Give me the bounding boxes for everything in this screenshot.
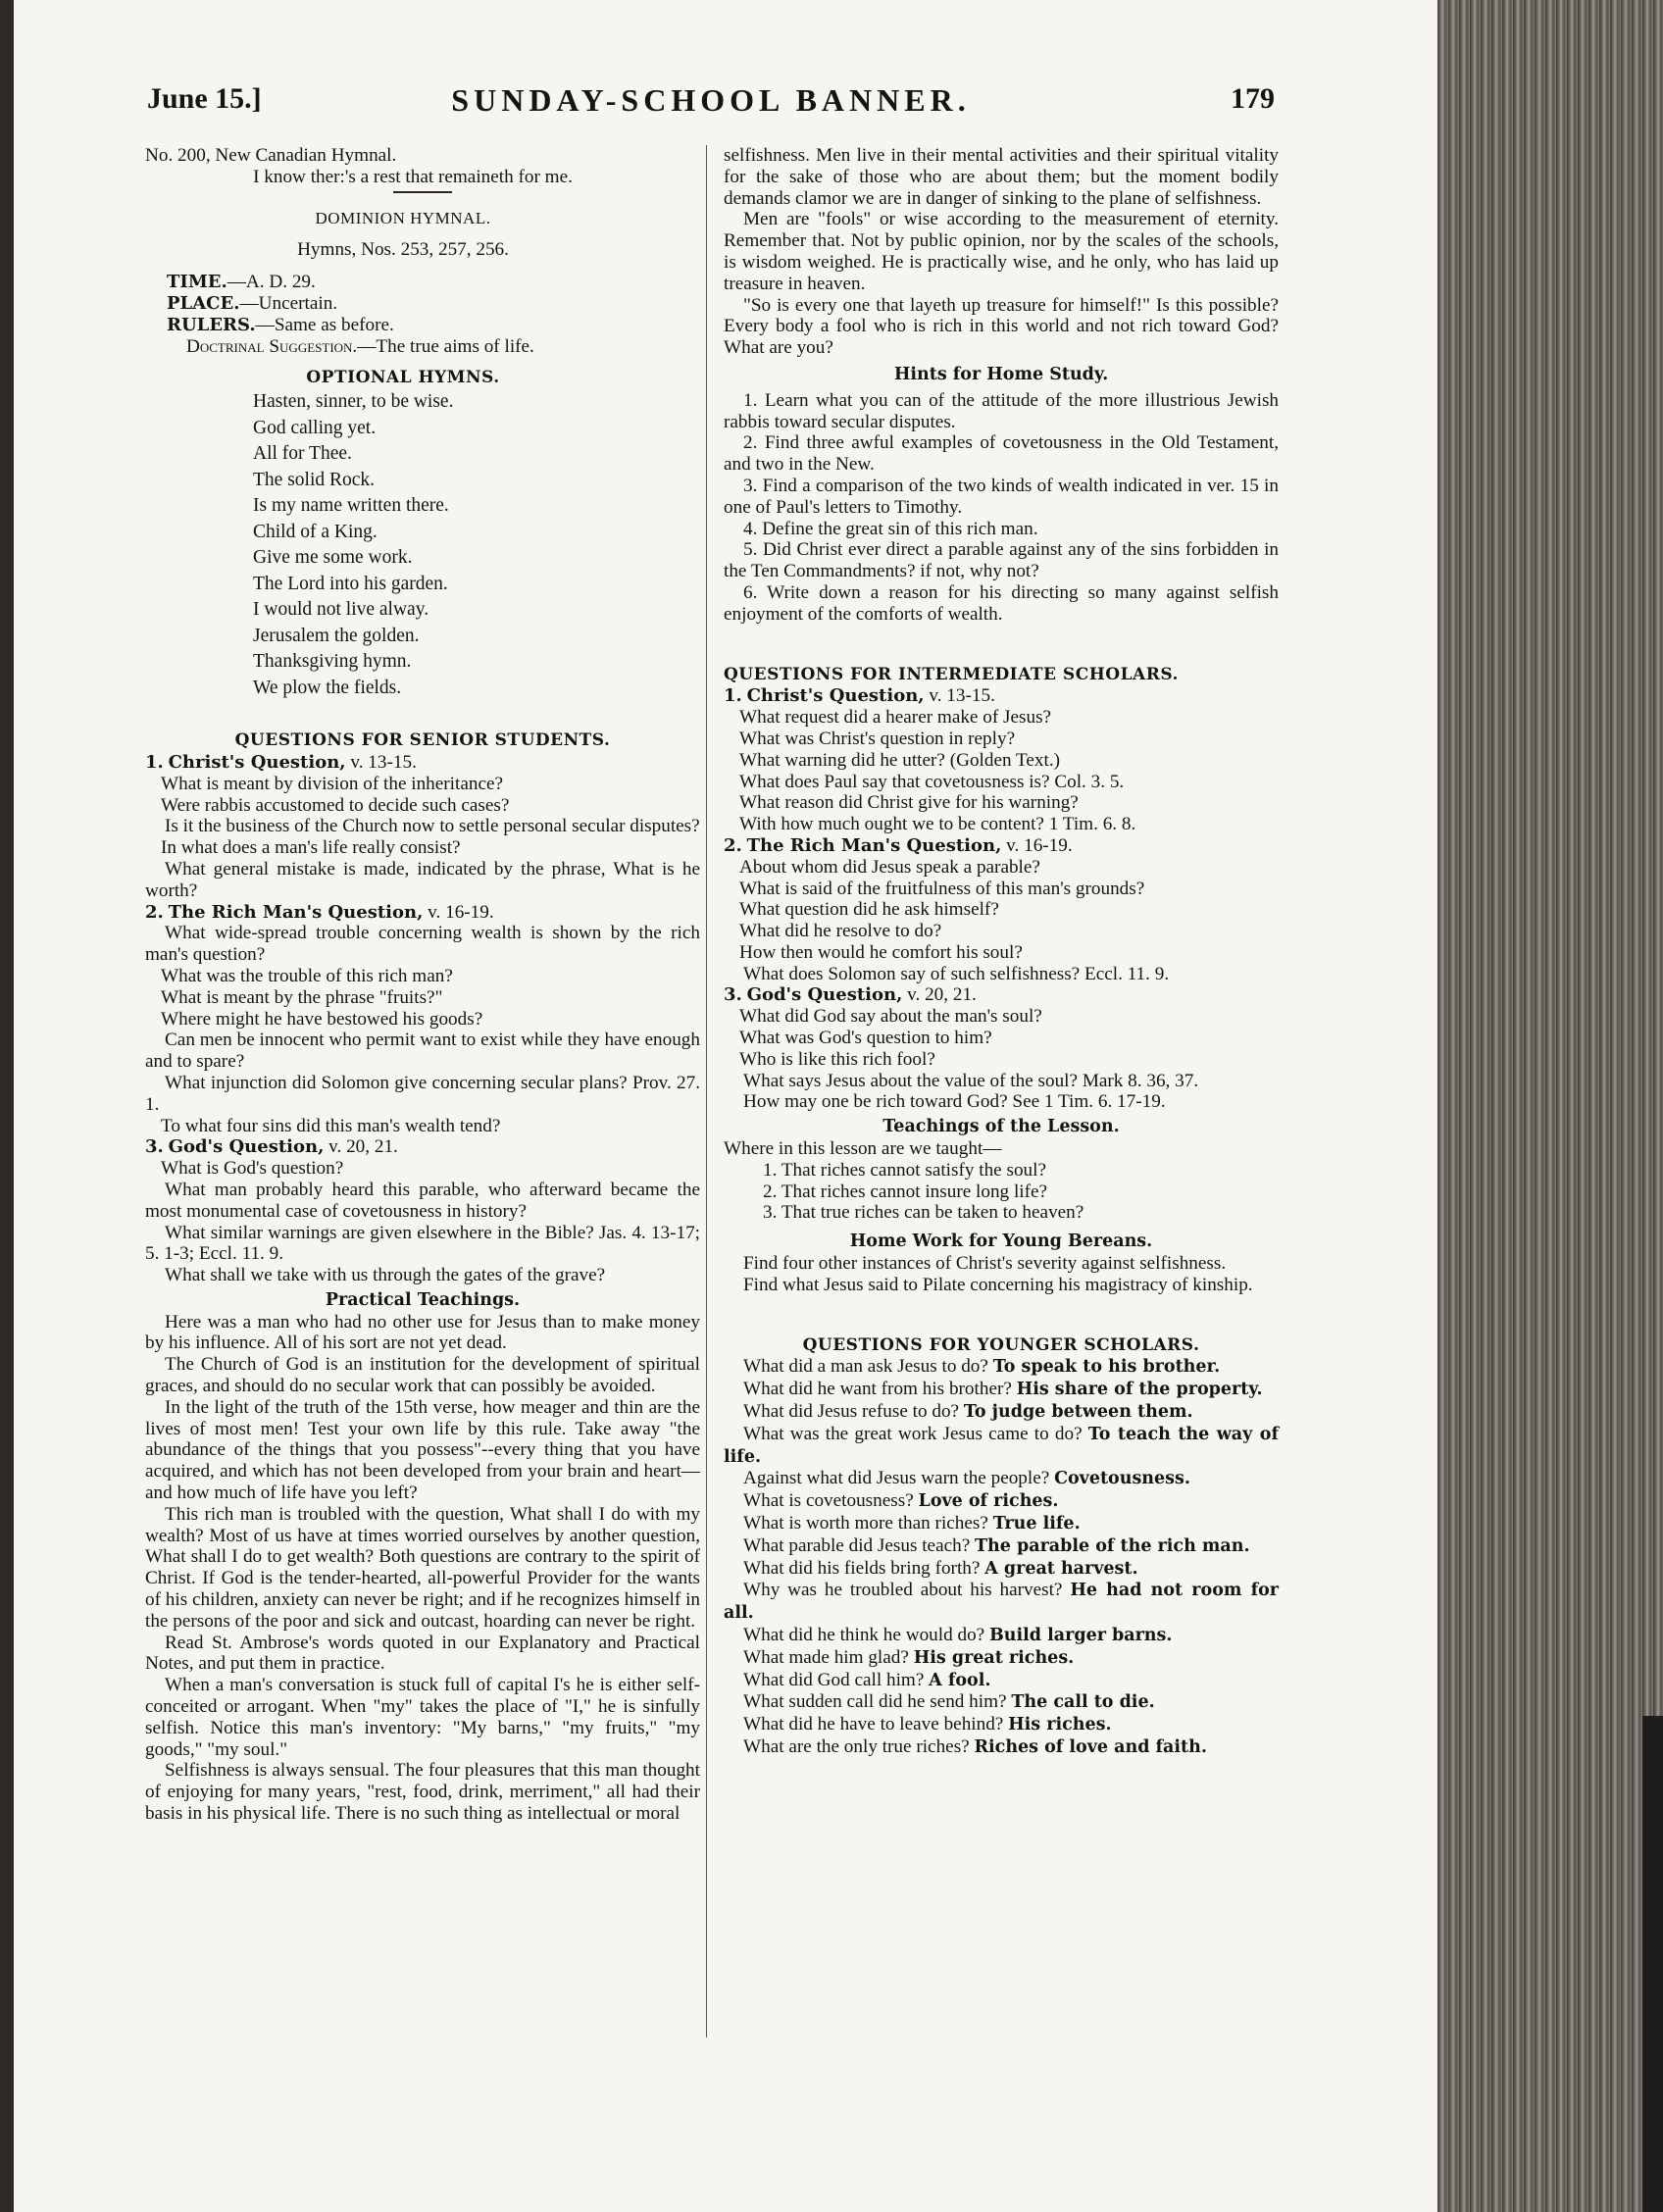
list-item: God calling yet. bbox=[253, 417, 377, 438]
list-item: What sudden call did he send him? The call to die. bbox=[743, 1691, 1155, 1713]
question: What injunction did Solomon give concerning secular plans? Prov. 27. 1. bbox=[145, 1072, 700, 1115]
paragraph: Find what Jesus said to Pilate concerning his magistracy of kinship. bbox=[743, 1274, 1253, 1295]
question: How then would he comfort his soul? bbox=[739, 941, 1023, 963]
time-value: —A. D. 29. bbox=[227, 272, 316, 293]
question: What general mistake is made, indicated by the phrase, What is he worth? bbox=[145, 858, 700, 901]
list-item: 2. That riches cannot insure long life? bbox=[763, 1181, 1048, 1202]
practical-heading: Practical Teachings. bbox=[325, 1289, 521, 1310]
list-item: What was the great work Jesus came to do? To teach the way of life. bbox=[724, 1423, 1279, 1467]
list-item: Is my name written there. bbox=[253, 495, 449, 517]
list-item: Why was he troubled about his harvest? He had not room for all. bbox=[724, 1580, 1279, 1624]
list-item: 3. That true riches can be taken to heaven? bbox=[763, 1202, 1084, 1224]
time-label: TIME. bbox=[167, 272, 227, 293]
list-item: What did Jesus refuse to do? To judge between them. bbox=[743, 1401, 1193, 1423]
short-rule bbox=[393, 191, 452, 193]
list-item: 6. Write down a reason for his directing so many against selfish enjoyment of the comforts of wealth. bbox=[724, 581, 1279, 625]
list-item: 1. Learn what you can of the attitude of the more illustrious Jewish rabbis toward secular disputes. bbox=[724, 389, 1279, 432]
list-item: Thanksgiving hymn. bbox=[253, 651, 412, 673]
right-column bbox=[724, 145, 1279, 1759]
dominion-hymnal: DOMINION HYMNAL. bbox=[315, 208, 491, 227]
running-header bbox=[147, 76, 1275, 127]
list-item: What parable did Jesus teach? The parable of the rich man. bbox=[743, 1534, 1250, 1556]
paragraph: Here was a man who had no other use for Jesus than to make money by his influence. All of his sort are not yet dead. bbox=[145, 1311, 700, 1354]
list-item: All for Thee. bbox=[253, 443, 352, 465]
intermediate-heading: QUESTIONS FOR INTERMEDIATE SCHOLARS. bbox=[724, 664, 1179, 684]
hymn-list bbox=[145, 389, 700, 701]
intermediate-section-1: 1. Christ's Question, v. 13-15. bbox=[724, 685, 995, 707]
question: What does Paul say that covetousness is? Col. 3. 5. bbox=[739, 771, 1125, 792]
list-item: What did his fields bring forth? A great harvest. bbox=[743, 1557, 1138, 1579]
paragraph: Find four other instances of Christ's severity against selfishness. bbox=[743, 1253, 1227, 1275]
paragraph: This rich man is troubled with the question, What shall I do with my wealth? Most of us have at times worried ourselves by another question, What shall I do to get wealth? Both questions are contrary to the spirit of Christ. If God is the tender-hearted, all-powerful Provider for the wants of his children, anxiety can never be right; and if he recognizes himself in the persons of the poor and sick and outcast, hoarding can never be right. bbox=[145, 1503, 700, 1632]
question: What is meant by the phrase "fruits?" bbox=[161, 986, 443, 1008]
question: Is it the business of the Church now to settle personal secular disputes? bbox=[165, 816, 700, 837]
list-item: What did he think he would do? Build larger barns. bbox=[743, 1625, 1173, 1645]
list-item: Jerusalem the golden. bbox=[253, 625, 420, 646]
doctrinal-line bbox=[145, 336, 700, 358]
list-item: What are the only true riches? Riches of love and faith. bbox=[743, 1735, 1207, 1757]
list-item: What did he want from his brother? His share of the property. bbox=[743, 1379, 1263, 1400]
rulers-label: RULERS. bbox=[167, 314, 256, 335]
page-number: 179 bbox=[1231, 82, 1275, 115]
intermediate-section-2: 2. The Rich Man's Question, v. 16-19. bbox=[724, 834, 1073, 856]
question: What question did he ask himself? bbox=[739, 899, 999, 921]
question: What was Christ's question in reply? bbox=[739, 728, 1016, 749]
list-item: What did he have to leave behind? His riches. bbox=[743, 1714, 1112, 1735]
hymn-numbers: Hymns, Nos. 253, 257, 256. bbox=[297, 239, 509, 261]
question: In what does a man's life really consist? bbox=[161, 837, 461, 859]
list-item: 5. Did Christ ever direct a parable against any of the sins forbidden in the Ten Commandments? if not, why not? bbox=[724, 539, 1279, 582]
question: What similar warnings are given elsewhere in the Bible? Jas. 4. 13-17; 5. 1-3; Eccl. 11. 9. bbox=[145, 1222, 700, 1265]
paragraph: Selfishness is always sensual. The four pleasures that this man thought of enjoying for many years, "rest, food, drink, merriment," all had their basis in his physical life. There is no such thing as intellectual or moral bbox=[145, 1760, 700, 1825]
question: What man probably heard this parable, who afterward became the most monumental case of covetousness in history? bbox=[145, 1179, 700, 1222]
place-value: —Uncertain. bbox=[239, 292, 338, 314]
list-item: Give me some work. bbox=[253, 547, 413, 569]
header-date: June 15.] bbox=[147, 82, 262, 115]
question: What was God's question to him? bbox=[739, 1028, 992, 1049]
list-item: What is worth more than riches? True life. bbox=[743, 1513, 1081, 1534]
senior-section-1: 1. Christ's Question, v. 13-15. bbox=[145, 751, 417, 773]
younger-heading: QUESTIONS FOR YOUNGER SCHOLARS. bbox=[802, 1334, 1200, 1355]
senior-heading: QUESTIONS FOR SENIOR STUDENTS. bbox=[234, 730, 611, 751]
question: To what four sins did this man's wealth tend? bbox=[161, 1115, 501, 1136]
question: What does Solomon say of such selfishness? Eccl. 11. 9. bbox=[743, 963, 1170, 984]
hymn-first-line: I know ther:'s a rest that remaineth for me. bbox=[253, 166, 573, 187]
list-item: The solid Rock. bbox=[253, 469, 376, 490]
question: What is meant by division of the inheritance? bbox=[161, 773, 504, 794]
doctrinal-value: —The true aims of life. bbox=[357, 335, 534, 357]
question: What is said of the fruitfulness of this man's grounds? bbox=[739, 878, 1145, 899]
question: What is God's question? bbox=[161, 1158, 344, 1180]
list-item: I would not live alway. bbox=[253, 599, 429, 621]
place-line bbox=[145, 293, 700, 315]
paragraph: selfishness. Men live in their mental activities and their spiritual vitality for the sake of those who are about them; but the moment bodily demands clamor we are in danger of sinking to the plane of selfishness. bbox=[724, 145, 1279, 209]
younger-qa-list bbox=[724, 1356, 1279, 1758]
time-line bbox=[145, 272, 700, 293]
question: What says Jesus about the value of the soul? Mark 8. 36, 37. bbox=[743, 1070, 1199, 1091]
question: What request did a hearer make of Jesus? bbox=[739, 707, 1052, 729]
paragraph: In the light of the truth of the 15th verse, how meager and thin are the lives of most men! Test your own life by this rule. Take away "the abundance of the things that you possess"--every thing that you have acquired, and which has not been developed from your brain and heart—and how much of life have you left? bbox=[145, 1396, 700, 1504]
homework-heading: Home Work for Young Bereans. bbox=[849, 1232, 1153, 1252]
paragraph: Read St. Ambrose's words quoted in our Explanatory and Practical Notes, and put them in practice. bbox=[145, 1632, 700, 1675]
place-label: PLACE. bbox=[167, 292, 240, 314]
question: What warning did he utter? (Golden Text.) bbox=[739, 749, 1061, 771]
list-item: 3. Find a comparison of the two kinds of wealth indicated in ver. 15 in one of Paul's letters to Timothy. bbox=[724, 475, 1279, 518]
question: Can men be innocent who permit want to exist while they have enough and to spare? bbox=[145, 1030, 700, 1073]
book-edge bbox=[1437, 0, 1663, 2212]
list-item: 4. Define the great sin of this rich man. bbox=[743, 518, 1038, 539]
question: Were rabbis accustomed to decide such cases? bbox=[161, 794, 510, 816]
binding-gutter bbox=[0, 0, 14, 2212]
list-item: What did God call him? A fool. bbox=[743, 1669, 991, 1690]
left-column bbox=[145, 145, 700, 1825]
list-item: Against what did Jesus warn the people? Covetousness. bbox=[743, 1468, 1190, 1489]
question: How may one be rich toward God? See 1 Tim. 6. 17-19. bbox=[743, 1091, 1166, 1113]
list-item: The Lord into his garden. bbox=[253, 573, 448, 594]
paragraph: Men are "fools" or wise according to the measurement of eternity. Remember that. Not by public opinion, nor by the scales of the schools, is wisdom weighed. He is practically wise, and he only, who has laid up treasure in heaven. bbox=[724, 209, 1279, 294]
senior-section-2: 2. The Rich Man's Question, v. 16-19. bbox=[145, 901, 494, 923]
list-item: What made him glad? His great riches. bbox=[743, 1646, 1075, 1668]
paragraph: The Church of God is an institution for the development of spiritual graces, and should do no secular work that can possibly be avoided. bbox=[145, 1354, 700, 1397]
question: What shall we take with us through the gates of the grave? bbox=[165, 1265, 606, 1286]
list-item: We plow the fields. bbox=[253, 677, 402, 698]
home-study-heading: Hints for Home Study. bbox=[893, 364, 1109, 384]
paragraph: When a man's conversation is stuck full of capital I's he is either self-conceited or arrogant. When "my" takes the place of "I," he is sinfully selfish. Notice this man's inventory: "My barns," "my fruits," "my goods," "my soul." bbox=[145, 1675, 700, 1760]
senior-section-3: 3. God's Question, v. 20, 21. bbox=[145, 1136, 398, 1158]
intermediate-section-3: 3. God's Question, v. 20, 21. bbox=[724, 984, 977, 1006]
hymn-number: No. 200, New Canadian Hymnal. bbox=[145, 145, 397, 166]
question: What wide-spread trouble concerning wealth is shown by the rich man's question? bbox=[145, 923, 700, 966]
rulers-value: —Same as before. bbox=[255, 314, 394, 335]
question: What reason did Christ give for his warning? bbox=[739, 792, 1079, 814]
teachings-intro: Where in this lesson are we taught— bbox=[724, 1138, 1002, 1160]
question: Who is like this rich fool? bbox=[739, 1048, 935, 1070]
list-item: What did a man ask Jesus to do? To speak to his brother. bbox=[743, 1356, 1221, 1378]
list-item: 2. Find three awful examples of covetousness in the Old Testament, and two in the New. bbox=[724, 432, 1279, 476]
list-item: 1. That riches cannot satisfy the soul? bbox=[763, 1159, 1046, 1181]
teachings-heading: Teachings of the Lesson. bbox=[882, 1117, 1120, 1137]
list-item: Hasten, sinner, to be wise. bbox=[253, 391, 454, 413]
optional-hymns-heading: OPTIONAL HYMNS. bbox=[306, 368, 500, 388]
header-title: SUNDAY-SCHOOL BANNER. bbox=[451, 82, 971, 118]
doctrinal-label: Doctrinal Suggestion. bbox=[186, 335, 358, 357]
paragraph: "So is every one that layeth up treasure for himself!" Is this possible? Every body a fool who is rich in this world and not rich toward God? What are you? bbox=[724, 294, 1279, 359]
column-divider bbox=[706, 145, 707, 2037]
rulers-line bbox=[145, 315, 700, 336]
list-item: What is covetousness? Love of riches. bbox=[743, 1490, 1059, 1512]
question: What did he resolve to do? bbox=[739, 921, 942, 942]
question: About whom did Jesus speak a parable? bbox=[739, 856, 1040, 878]
dark-strip bbox=[1642, 1716, 1663, 2212]
question: What was the trouble of this rich man? bbox=[161, 965, 453, 986]
question: With how much ought we to be content? 1 Tim. 6. 8. bbox=[739, 814, 1136, 835]
question: What did God say about the man's soul? bbox=[739, 1006, 1042, 1028]
question: Where might he have bestowed his goods? bbox=[161, 1008, 483, 1030]
list-item: Child of a King. bbox=[253, 521, 378, 542]
